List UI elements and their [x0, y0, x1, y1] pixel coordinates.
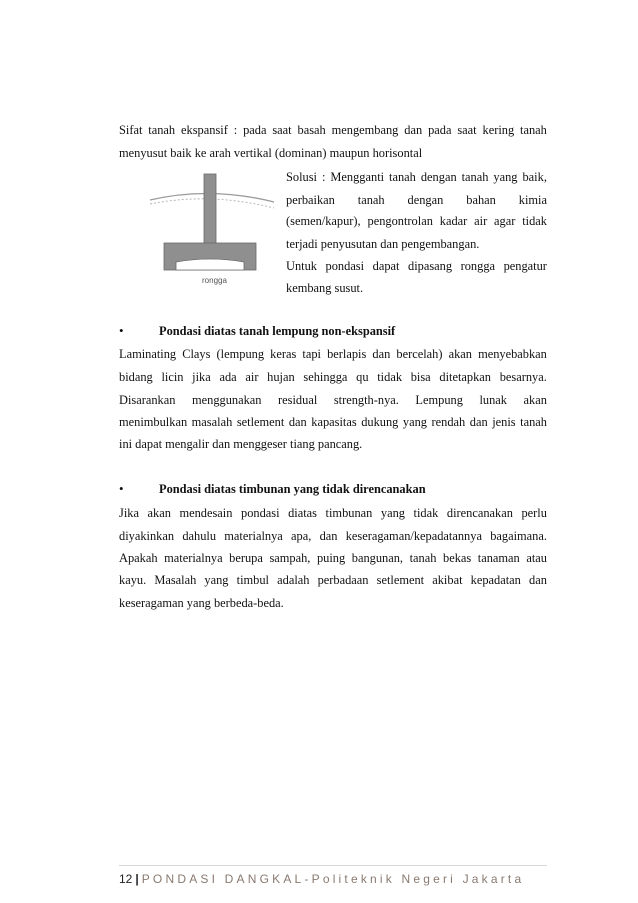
word: perlu: [521, 506, 547, 520]
word: dahulu: [182, 529, 217, 543]
section1-heading: Pondasi diatas tanah lempung non-ekspansif: [159, 324, 396, 338]
intro-line-2: menyusut baik ke arah vertikal (dominan) maupun horisontal: [119, 146, 423, 160]
word: kayu.: [119, 573, 147, 587]
bullet-icon: •: [119, 323, 124, 338]
word: strength-nya.: [333, 393, 399, 407]
word: dipasang: [408, 259, 453, 273]
word: Mengganti: [330, 170, 385, 184]
word: pada: [243, 123, 267, 137]
word: keseragaman/kepadatannya: [345, 529, 482, 543]
word: mendesain: [179, 506, 233, 520]
word: kering: [482, 123, 515, 137]
word: Lempung: [415, 393, 463, 407]
word: dan: [319, 529, 338, 543]
word: jika: [192, 370, 211, 384]
word: besarnya.: [499, 370, 547, 384]
word: diatas: [288, 506, 317, 520]
word: akibat: [432, 573, 463, 587]
word: mengembang: [331, 123, 399, 137]
word: dan: [372, 347, 391, 361]
word: basah: [297, 123, 326, 137]
intro-line-1: [119, 123, 547, 138]
word: tidak: [522, 214, 547, 228]
solution-line-6: kembang susut.: [286, 281, 364, 295]
figure-label-rongga: rongga: [202, 276, 227, 285]
section2-line-5: keseragaman yang berbeda-beda.: [119, 596, 284, 610]
word: yang: [380, 506, 405, 520]
section2-line-1: [119, 506, 547, 521]
word: keras: [270, 347, 297, 361]
word: perbadaan: [317, 573, 369, 587]
word: tanah: [520, 415, 547, 429]
word: adalah: [277, 573, 310, 587]
word: tanah: [520, 123, 547, 137]
page-footer: [119, 872, 524, 886]
word: materialnya: [164, 551, 223, 565]
word: berupa: [229, 551, 263, 565]
word: atau: [526, 551, 547, 565]
word: menyebabkan: [478, 347, 547, 361]
word: tanah: [389, 170, 416, 184]
word: menimbulkan: [119, 415, 188, 429]
word: bekas: [443, 551, 472, 565]
word: tanah: [148, 123, 176, 137]
word: dapat: [372, 259, 400, 273]
footer-separator: |: [135, 872, 139, 886]
section2-heading: Pondasi diatas timbunan yang tidak direncanakan: [159, 482, 426, 496]
word: Masalah: [154, 573, 197, 587]
solution-line-1: [286, 170, 547, 185]
word: masalah: [191, 415, 233, 429]
word: yang: [204, 573, 229, 587]
word: dan: [529, 573, 547, 587]
word: akan: [523, 393, 547, 407]
word: bangunan,: [351, 551, 404, 565]
word: kadar: [439, 214, 468, 228]
word: tidak: [377, 370, 403, 384]
word: saat: [457, 123, 477, 137]
word: agar: [494, 214, 516, 228]
word: tapi: [302, 347, 321, 361]
word: pengatur: [503, 259, 547, 273]
word: (semen/kapur),: [286, 214, 361, 228]
word: Solusi: [286, 170, 317, 184]
word: dengan: [407, 193, 444, 207]
word: dan: [469, 415, 488, 429]
word: kapasitas: [311, 415, 357, 429]
word: puing: [316, 551, 346, 565]
word: rongga: [460, 259, 496, 273]
foundation-diagram-svg: [142, 168, 278, 293]
word: sampah,: [269, 551, 311, 565]
word: dan: [404, 123, 423, 137]
word: dukung: [361, 415, 399, 429]
section1-line-1: [119, 347, 547, 362]
word: air: [245, 370, 259, 384]
word: dan: [288, 415, 307, 429]
word: Apakah: [119, 551, 158, 565]
word: pengontrolan: [367, 214, 433, 228]
word: tanaman: [477, 551, 520, 565]
word: bahan: [466, 193, 496, 207]
word: :: [233, 123, 238, 137]
section1-line-2: [119, 370, 547, 385]
word: ada: [219, 370, 237, 384]
solution-line-5: [286, 259, 547, 274]
word: :: [321, 170, 326, 184]
word: perbaikan: [286, 193, 335, 207]
section1-line-4: [119, 415, 547, 430]
word: diyakinkan: [119, 529, 175, 543]
word: Disarankan: [119, 393, 176, 407]
word: pondasi: [325, 259, 365, 273]
word: yang: [493, 170, 518, 184]
word: licin: [161, 370, 184, 384]
word: setlement: [376, 573, 425, 587]
word: dengan: [420, 170, 457, 184]
section2-line-2: [119, 529, 547, 544]
word: tanah: [461, 170, 489, 184]
word: Untuk: [286, 259, 317, 273]
word: tanah: [357, 193, 385, 207]
word: air: [474, 214, 488, 228]
solution-line-2: [286, 193, 547, 208]
word: pada: [428, 123, 452, 137]
word: ditetapkan: [439, 370, 491, 384]
void-rongga: [176, 259, 244, 270]
word: Jika: [119, 506, 139, 520]
word: Laminating: [119, 347, 177, 361]
word: tanah: [409, 551, 437, 565]
word: akan: [448, 347, 472, 361]
foundation-column: [204, 174, 216, 244]
word: berlapis: [327, 347, 367, 361]
bullet-icon: •: [119, 481, 124, 496]
word: kepadatan: [470, 573, 521, 587]
word: apa,: [291, 529, 312, 543]
footer-title: PONDASI DANGKAL-Politeknik Negeri Jakarta: [141, 872, 525, 886]
word: Sifat: [119, 123, 143, 137]
word: lunak: [479, 393, 507, 407]
word: direncanakan: [446, 506, 513, 520]
word: tidak: [413, 506, 439, 520]
foundation-diagram: [142, 168, 278, 293]
page-number: 12: [119, 872, 133, 886]
word: Clays: [182, 347, 211, 361]
word: menggunakan: [191, 393, 262, 407]
section1-line-3: [119, 393, 547, 408]
section2-line-3: [119, 551, 547, 566]
word: timbunan: [325, 506, 373, 520]
section1-line-5: ini dapat mengalir dan menggeser tiang pancang.: [119, 437, 363, 451]
footer-divider: [119, 865, 547, 866]
word: residual: [278, 393, 318, 407]
word: qu: [356, 370, 369, 384]
word: akan: [147, 506, 171, 520]
word: hujan: [267, 370, 295, 384]
word: bagaimana.: [490, 529, 547, 543]
section2-line-4: [119, 573, 547, 588]
word: jenis: [492, 415, 516, 429]
word: rendah: [431, 415, 466, 429]
word: setlement: [236, 415, 285, 429]
word: sehingga: [303, 370, 348, 384]
word: pondasi: [241, 506, 280, 520]
word: saat: [272, 123, 292, 137]
word: (lempung: [216, 347, 265, 361]
solution-line-4: terjadi penyusutan dan pengembangan.: [286, 237, 480, 251]
word: bisa: [410, 370, 431, 384]
solution-line-3: [286, 214, 547, 229]
word: yang: [402, 415, 427, 429]
word: bercelah): [396, 347, 443, 361]
word: bidang: [119, 370, 153, 384]
word: baik,: [522, 170, 547, 184]
word: materialnya: [224, 529, 283, 543]
word: timbul: [236, 573, 269, 587]
word: kimia: [518, 193, 547, 207]
word: ekspansif: [181, 123, 228, 137]
